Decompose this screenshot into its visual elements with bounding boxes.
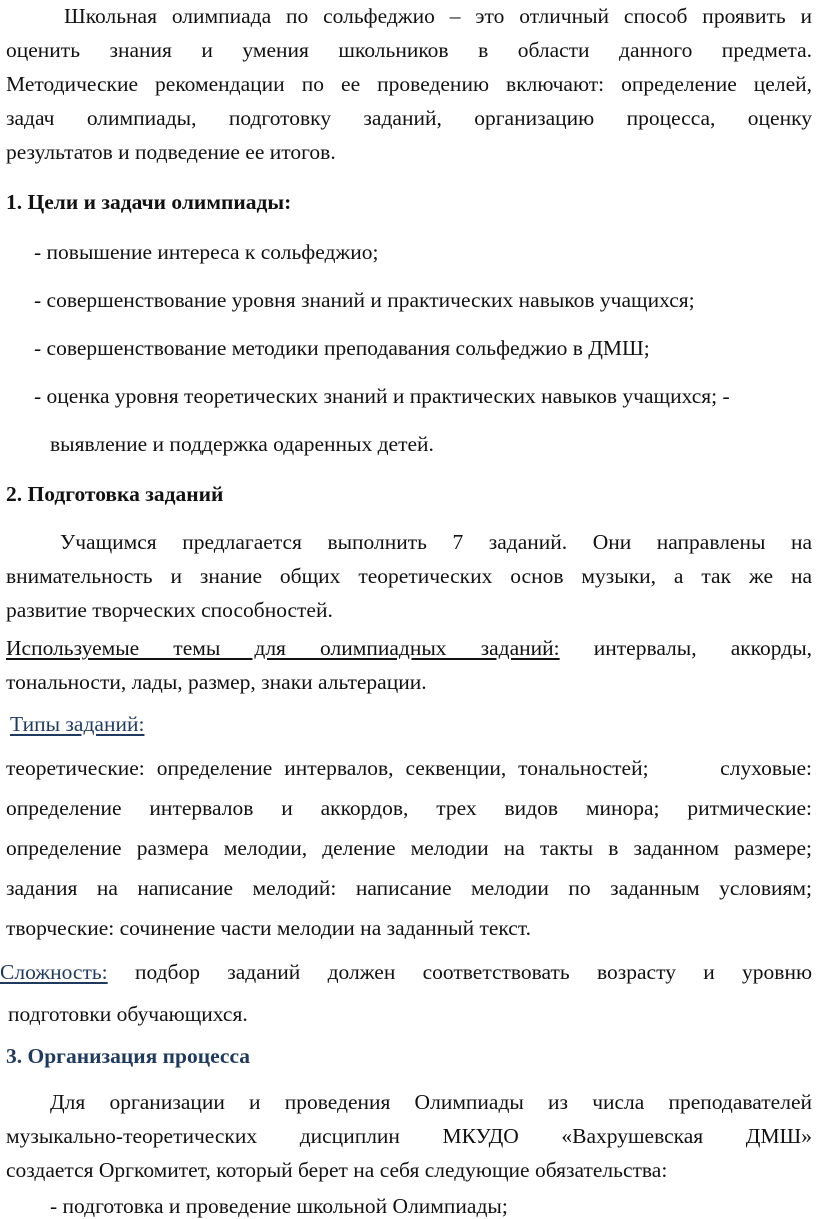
- section1-heading: 1. Цели и задачи олимпиады:: [6, 190, 292, 214]
- org-text-2: музыкально-теоретических дисциплин МКУДО «Вахрушевская ДМШ»: [6, 1124, 812, 1148]
- section2-heading: 2. Подготовка заданий: [6, 482, 224, 506]
- org-item-1: - подготовка и проведение школьной Олимпиады;: [50, 1194, 508, 1218]
- types-label: Типы заданий:: [10, 712, 145, 736]
- themes-line-2: тональности, лады, размер, знаки альтерации.: [6, 670, 427, 694]
- types-text-2: определение интервалов и аккордов, трех видов минора; ритмические:: [6, 796, 812, 820]
- tasks-line-2: [6, 564, 812, 592]
- section3-heading: 3. Организация процесса: [6, 1044, 251, 1068]
- tasks-text-1: Учащимся предлагается выполнить 7 заданий. Они направлены на: [60, 530, 812, 554]
- intro-line-3: [6, 72, 812, 100]
- types-line-1: [6, 756, 812, 784]
- types-line-4: [6, 876, 812, 904]
- intro-line-5: результатов и подведение ее итогов.: [6, 140, 336, 164]
- intro-line-4: [6, 106, 812, 134]
- themes-line-1: [6, 636, 812, 664]
- org-line-2: [6, 1124, 812, 1152]
- complexity-line-1: [0, 960, 812, 988]
- org-line-1: [6, 1090, 812, 1118]
- intro-line-2: [6, 38, 812, 66]
- tasks-text-2: внимательность и знание общих теоретических основ музыки, а так же на: [6, 564, 812, 588]
- intro-line-1: [6, 4, 812, 32]
- themes-label: Используемые темы для олимпиадных заданий:: [6, 636, 560, 660]
- themes-values: интервалы, аккорды,: [593, 636, 812, 660]
- goal-item-4: - оценка уровня теоретических знаний и практических навыков учащихся; -: [34, 384, 730, 408]
- intro-text-3: Методические рекомендации по ее проведению включают: определение целей,: [6, 72, 812, 96]
- intro-text-1: Школьная олимпиада по сольфеджио – это отличный способ проявить и: [64, 4, 812, 28]
- complexity-label: Сложность:: [0, 960, 108, 984]
- goal-item-5: выявление и поддержка одаренных детей.: [50, 432, 434, 456]
- tasks-line-3: развитие творческих способностей.: [6, 598, 333, 622]
- types-line-2: [6, 796, 812, 824]
- intro-text-2: оценить знания и умения школьников в области данного предмета.: [6, 38, 812, 62]
- goal-item-2: - совершенствование уровня знаний и практических навыков учащихся;: [34, 288, 695, 312]
- types-line-3: [6, 836, 812, 864]
- types-text-1: теоретические: определение интервалов, секвенции, тональностей; слуховые:: [6, 756, 812, 780]
- org-text-1: Для организации и проведения Олимпиады из числа преподавателей: [50, 1090, 812, 1114]
- types-line-5: творческие: сочинение части мелодии на заданный текст.: [6, 916, 532, 940]
- complexity-text: подбор заданий должен соответствовать возрасту и уровню: [134, 960, 812, 984]
- org-line-3: создается Оргкомитет, который берет на себя следующие обязательства:: [6, 1158, 668, 1182]
- tasks-line-1: [6, 530, 812, 558]
- complexity-line-2: подготовки обучающихся.: [8, 1002, 248, 1026]
- types-text-4: задания на написание мелодий: написание мелодии по заданным условиям;: [6, 876, 812, 900]
- intro-text-4: задач олимпиады, подготовку заданий, организацию процесса, оценку: [6, 106, 812, 130]
- types-text-3: определение размера мелодии, деление мелодии на такты в заданном размере;: [6, 836, 812, 860]
- goal-item-3: - совершенствование методики преподавания сольфеджио в ДМШ;: [34, 336, 650, 360]
- goal-item-1: - повышение интереса к сольфеджио;: [34, 240, 379, 264]
